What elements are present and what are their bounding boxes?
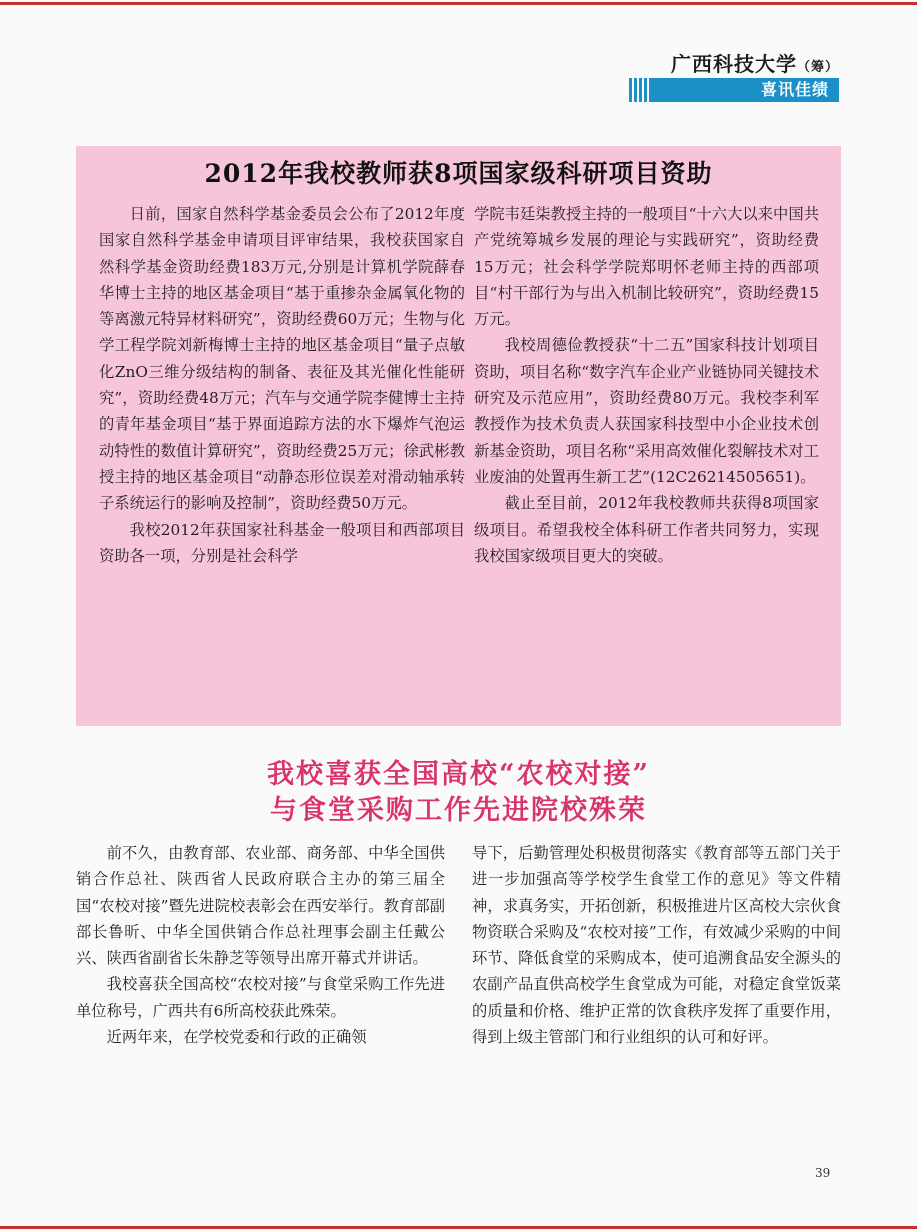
- top-rule: [0, 2, 917, 5]
- bottom-rule: [0, 1226, 917, 1229]
- paragraph: 日前，国家自然科学基金委员会公布了2012年度国家自然科学基金申请项目评审结果，我校获国家自然科学基金资助经费183万元,分别是计算机学院薛春华博士主持的地区基金项目“基于重掺杂金属氧化物的等离激元特异材料研究”，资助经费60万元；生物与化学工程学院刘新梅博士主持的地区基金项目“量子点敏化ZnO三维分级结构的制备、表征及其光催化性能研究”，资助经费48万元；汽车与交通学院李健博士主持的青年基金项目“基于界面追踪方法的水下爆炸气泡运动特性的数值计算研究”，资助经费25万元；徐武彬教授主持的地区基金项目“动静态形位误差对滑动轴承转子系统运行的影响及控制”，资助经费50万元。: [99, 205, 465, 513]
- paragraph: 学院韦廷柒教授主持的一般项目“十六大以来中国共产党统筹城乡发展的理论与实践研究”，资助经费15万元；社会科学学院郑明怀老师主持的西部项目“村干部行为与出入机制比较研究”，资助经费15万元。: [474, 205, 819, 329]
- magazine-name: 广西科技大学: [670, 52, 797, 76]
- paragraph: 我校2012年获国家社科基金一般项目和西部项目资助各一项，分别是社会科学: [99, 520, 465, 565]
- article2-left-column: [76, 840, 445, 1050]
- section-bar: [629, 78, 839, 102]
- page-number: 39: [815, 1166, 831, 1180]
- article1-box: [76, 146, 841, 726]
- magazine-volume: （筹）: [796, 60, 839, 75]
- section-label: 喜讯佳绩: [649, 78, 839, 102]
- section-stripes: [629, 78, 647, 102]
- paragraph: 导下，后勤管理处积极贯彻落实《教育部等五部门关于进一步加强高等学校学生食堂工作的意见》等文件精神，求真务实，开拓创新，积极推进片区高校大宗伙食物资联合采购及“农校对接”工作，有效减少采购的中间环节、降低食堂的采购成本，使可追溯食品安全源头的农副产品直供高校学生食堂成为可能，对稳定食堂饭菜的质量和价格、维护正常的饮食秩序发挥了重要作用，得到上级主管部门和行业组织的认可和好评。: [472, 844, 841, 1047]
- article1-title: 2012年我校教师获8项国家级科研项目资助: [204, 159, 713, 188]
- article1-left-column: [99, 201, 465, 569]
- paragraph: 近两年来，在学校党委和行政的正确领: [106, 1028, 367, 1047]
- article1-right-column: [474, 201, 819, 569]
- paragraph: 截止至目前，2012年我校教师共获得8项国家级项目。希望我校全体科研工作者共同努力，实现我校国家级项目更大的突破。: [474, 494, 819, 565]
- magazine-title: [619, 48, 839, 77]
- paragraph: 前不久，由教育部、农业部、商务部、中华全国供销合作总社、陕西省人民政府联合主办的第三届全国“农校对接”暨先进院校表彰会在西安举行。教育部副部长鲁昕、中华全国供销合作总社理事会副主任戴公兴、陕西省副省长朱静芝等领导出席开幕式并讲话。: [76, 844, 445, 968]
- paragraph: 我校周德俭教授获“十二五”国家科技计划项目资助，项目名称“数字汽车企业产业链协同关键技术研究及示范应用”，资助经费80万元。我校李利军教授作为技术负责人获国家科技型中小企业技术创新基金资助，项目名称“采用高效催化裂解技术对工业废油的处置再生新工艺”(12C26214505651)。: [474, 336, 819, 486]
- article2-right-column: [472, 840, 841, 1050]
- masthead: [619, 48, 839, 99]
- article2-title-line1: 我校喜获全国高校“农校对接”: [266, 759, 651, 790]
- article2-title-line2: 与食堂采购工作先进院校殊荣: [270, 795, 647, 826]
- paragraph: 我校喜获全国高校“农校对接”与食堂采购工作先进单位称号，广西共有6所高校获此殊荣。: [76, 975, 445, 1020]
